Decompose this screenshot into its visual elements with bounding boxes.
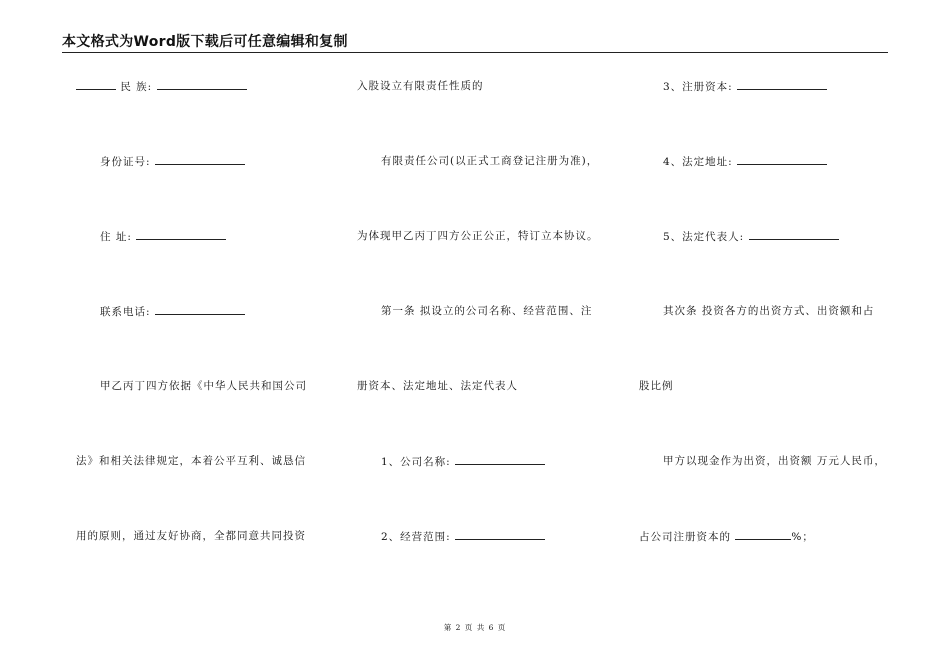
id-number-label: 身份证号:: [100, 156, 155, 168]
business-scope-blank: [455, 529, 545, 540]
ethnicity-line: [76, 79, 247, 94]
share-percent-line: [639, 529, 814, 544]
id-number-blank: [155, 154, 245, 165]
legal-address-label: 4、法定地址:: [663, 156, 738, 168]
page-header: [62, 34, 888, 53]
registered-capital-blank: [737, 79, 827, 90]
registered-capital-line: [663, 79, 827, 94]
paragraph-line: 有限责任公司(以正式工商登记注册为准)，: [381, 155, 599, 167]
business-scope-label: 2、经营范围:: [381, 531, 456, 543]
legal-address-blank: [737, 154, 827, 165]
business-scope-line: [381, 529, 545, 544]
share-percent-blank: [735, 529, 791, 540]
article-heading: 第一条 拟设立的公司名称、经营范围、注: [381, 305, 593, 317]
id-number-line: [100, 154, 245, 169]
paragraph-line: 股比例: [639, 380, 674, 392]
share-percent-suffix: %；: [791, 531, 814, 543]
phone-blank: [155, 304, 245, 315]
paragraph-line: 甲乙丙丁四方依据《中华人民共和国公司: [100, 380, 307, 392]
paragraph-line: 法》和相关法律规定，本着公平互利、诚恳信: [76, 455, 306, 467]
registered-capital-label: 3、注册资本:: [663, 81, 738, 93]
paragraph-line: 为体现甲乙丙丁四方公正公正，特订立本协议。: [357, 230, 599, 242]
share-percent-label: 占公司注册资本的: [639, 531, 736, 543]
header-title: 本文格式为Word版下载后可任意编辑和复制: [62, 34, 348, 50]
paragraph-line: 册资本、法定地址、法定代表人: [357, 380, 518, 392]
legal-rep-blank: [749, 229, 839, 240]
address-blank: [136, 229, 226, 240]
legal-address-line: [663, 154, 827, 169]
article-heading: 其次条 投资各方的出资方式、出资额和占: [663, 305, 875, 317]
ethnicity-blank: [157, 79, 247, 90]
legal-rep-line: [663, 229, 839, 244]
ethnicity-label: 民 族:: [116, 81, 157, 93]
page-footer: 第 2 页 共 6 页: [443, 623, 507, 632]
phone-label: 联系电话:: [100, 306, 155, 318]
address-line: [100, 229, 226, 244]
name-blank: [76, 79, 116, 90]
paragraph-line: 用的原则，通过友好协商，全都同意共同投资: [76, 530, 306, 542]
legal-rep-label: 5、法定代表人:: [663, 231, 749, 243]
paragraph-line: 甲方以现金作为出资，出资额 万元人民币，: [663, 455, 886, 467]
paragraph-line: 入股设立有限责任性质的: [357, 80, 484, 92]
company-name-line: [381, 454, 545, 469]
company-name-label: 1、公司名称:: [381, 456, 456, 468]
phone-line: [100, 304, 245, 319]
address-label: 住 址:: [100, 231, 137, 243]
company-name-blank: [455, 454, 545, 465]
